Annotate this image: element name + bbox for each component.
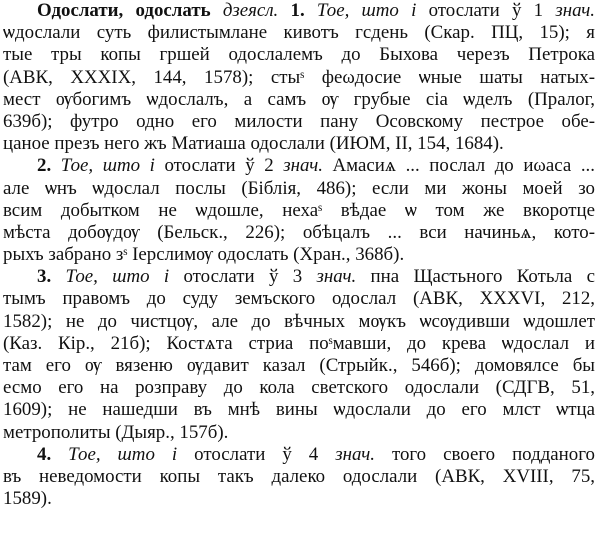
- entry-line: 1609); не нашедши въ мнѣ вины ѡдослали до его млст ѡтца: [3, 399, 595, 421]
- sense-text: Амасиѧ ... послал до иωаса ...: [332, 155, 595, 177]
- entry-line: [3, 0, 595, 22]
- entry-line: цаное презъ него жъ Матиаша одослали (ИЮМ, II, 154, 1684).: [3, 133, 504, 155]
- sense-definition: Тое, што і: [68, 443, 178, 465]
- sense-reference: отослати ў 2: [164, 155, 274, 177]
- entry-line: 1582); не до чистцѹ, але до вѣчных мѹкъ ѡсѹдивши ѡдошлет: [3, 310, 595, 332]
- sense-definition: Тое, што і: [316, 0, 417, 21]
- sense-znach: знач.: [335, 443, 375, 465]
- entry-line: рыхъ забрано зˢ Іерслимѹ одослать (Хран., 368б).: [3, 244, 405, 266]
- entry-line: тымъ правомъ до суду земъского одослал (АВК, XXXVI, 212,: [3, 288, 595, 310]
- sense-line: [3, 155, 595, 177]
- entry-line: мѣста добѹдѹ (Бельск., 226); обѣцалъ ... вси начиньѧ, кото-: [3, 221, 595, 243]
- entry-line: мест ѹбогимъ ѡдослалъ, а самъ ѹ грубые сіа ѡделъ (Пралог,: [3, 88, 595, 110]
- entry-line: въ неведомости копы такъ далеко одослали (АВК, XVIII, 75,: [3, 465, 595, 487]
- sense-number: 2.: [37, 155, 52, 177]
- sense-line: [3, 266, 595, 288]
- entry-line: але ѡнъ ѡдослал послы (Біблія, 486); если ми жоны моей зо: [3, 177, 595, 199]
- sense-definition: Тое, што і: [60, 155, 155, 177]
- sense-reference: отослати ў 3: [183, 266, 303, 288]
- sense-number: 4.: [37, 443, 52, 465]
- sense-reference: отослати ў 4: [194, 443, 319, 465]
- sense-number: 3.: [37, 266, 52, 288]
- sense-znach: знач.: [555, 0, 596, 21]
- sense-text: пна Щастьного Котьла с: [370, 266, 595, 288]
- entry-line: тые тры копы гршей одослалемъ до Быхова черезъ Петрока: [3, 44, 595, 66]
- entry-line: всим добытком не ѡдошле, нехаˢ вѣдае ѡ том же вкоротце: [3, 199, 595, 221]
- entry-line: там его ѹ вязеню ѹдавит казал (Стрыйк., 546б); домовялсе бы: [3, 355, 595, 376]
- sense-definition: Тое, што і: [65, 266, 170, 288]
- entry-line: (Каз. Кір., 21б); Костѧта стриа поˢмавши, до крева ѡдослал и: [3, 332, 595, 354]
- entry-line: 639б); футро одно его милости пану Осовскому пестрое обе-: [3, 110, 595, 132]
- sense-number: 1.: [290, 0, 305, 21]
- sense-reference: отослати ў 1: [428, 0, 544, 21]
- entry-line: (АВК, XXXIX, 144, 1578); стыˢ феωдосие ѡные шаты натых-: [3, 66, 595, 88]
- part-of-speech: дзеясл.: [222, 0, 279, 21]
- sense-line: [3, 444, 595, 466]
- entry-line: есмо его на розправу до кола светского одослали (СДГВ, 51,: [3, 377, 595, 399]
- entry-heading: Одослати, одослать: [37, 0, 211, 21]
- sense-znach: знач.: [283, 155, 323, 177]
- entry-line: метрополиты (Дыяр., 157б).: [3, 421, 229, 443]
- entry-line: 1589).: [3, 488, 52, 510]
- entry-line: ѡдослали суть филистымлане кивотъ гсдень (Скар. ПЦ, 15); я: [3, 22, 595, 44]
- sense-text: того своего подданого: [391, 443, 595, 465]
- sense-znach: знач.: [316, 266, 357, 288]
